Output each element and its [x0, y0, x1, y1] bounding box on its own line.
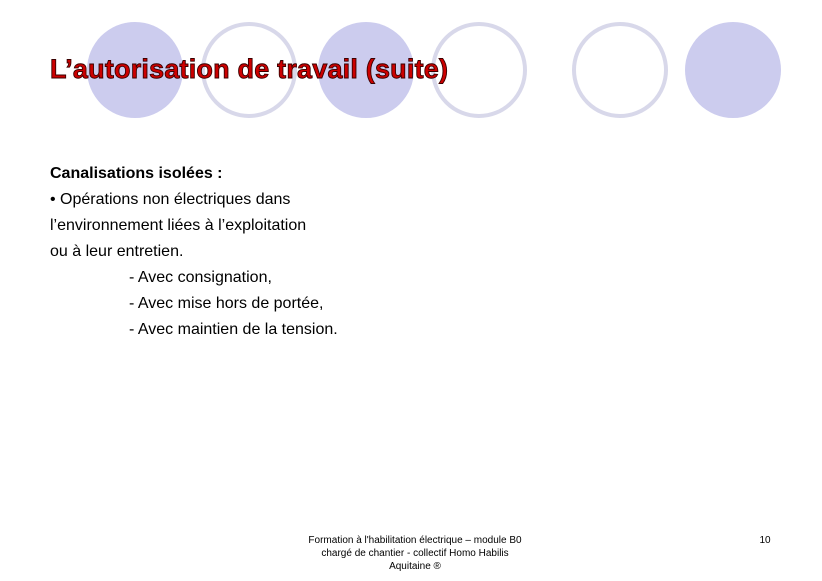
footer-line: chargé de chantier - collectif Homo Habilis [321, 548, 509, 559]
page-number: 10 [759, 535, 771, 546]
slide-footer [280, 534, 550, 573]
slide-title: L’autorisation de travail (suite) [50, 54, 449, 84]
body-line: • Opérations non électriques dans [50, 191, 291, 208]
footer-line: Formation à l'habilitation électrique – module B0 [308, 535, 522, 546]
body-sub-item: - Avec mise hors de portée, [129, 295, 324, 312]
body-sub-item: - Avec consignation, [129, 269, 272, 286]
decor-circle-ring [574, 24, 666, 116]
footer-line: Aquitaine ® [389, 561, 441, 572]
body-line: ou à leur entretien. [50, 243, 184, 260]
decor-circle-filled [685, 22, 781, 118]
body-line: l’environnement liées à l’exploitation [50, 217, 307, 234]
body-sub-item: - Avec maintien de la tension. [129, 321, 338, 338]
body-heading: Canalisations isolées : [50, 165, 223, 182]
slide-body [50, 161, 338, 343]
